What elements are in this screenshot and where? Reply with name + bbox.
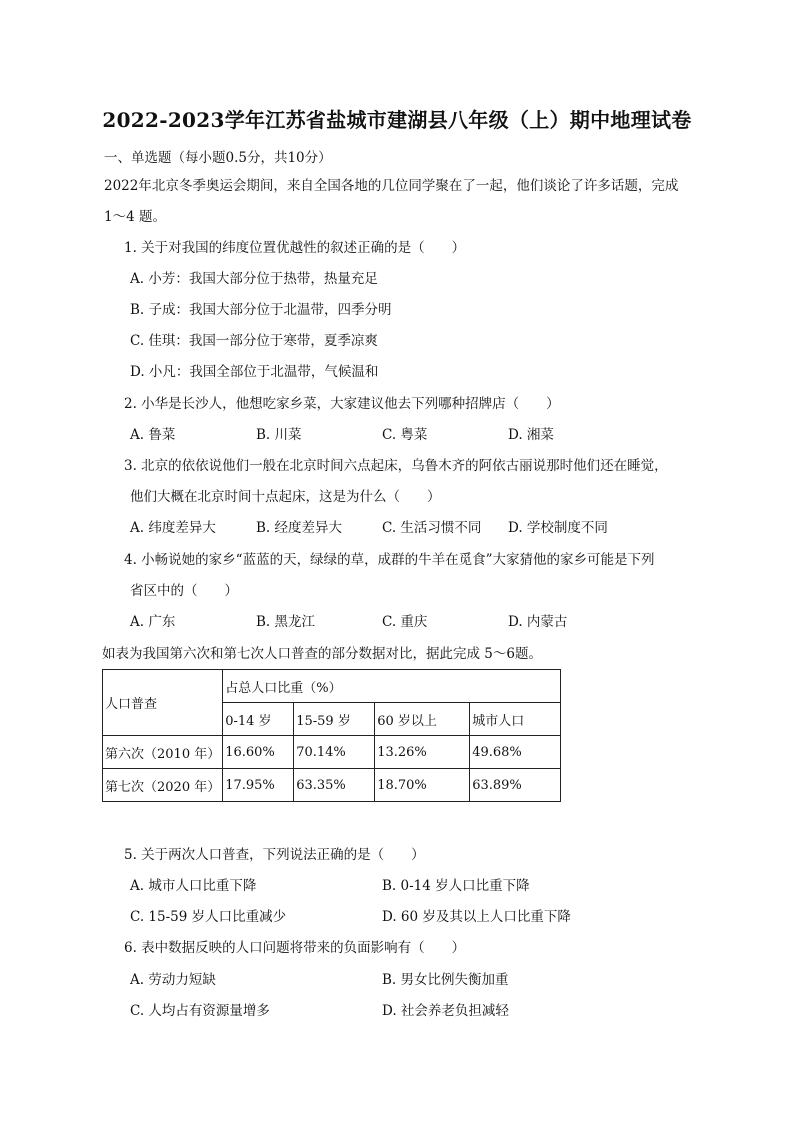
- table-corner-header: 人口普查: [103, 670, 223, 736]
- table-cell: 17.95%: [223, 769, 294, 802]
- option-d: D. 湘菜: [508, 427, 554, 443]
- table-header-row: [103, 670, 561, 703]
- option-a: A. 小芳：我国大部分位于热带，热量充足: [130, 271, 378, 287]
- question-stem: 4. 小畅说她的家乡“蓝蓝的天，绿绿的草，成群的牛羊在觅食”大家猜他的家乡可能是下列: [124, 552, 655, 568]
- question-stem: 省区中的（ ）: [130, 583, 238, 599]
- question-stem: 他们大概在北京时间十点起床，这是为什么（ ）: [130, 489, 441, 505]
- option-a: A. 劳动力短缺: [130, 972, 216, 988]
- row-label: 第七次（2020 年）: [103, 769, 223, 802]
- column-header: 15-59 岁: [294, 703, 375, 736]
- table-cell: 18.70%: [375, 769, 470, 802]
- table-cell: 16.60%: [223, 736, 294, 769]
- question-stem: 2. 小华是长沙人，他想吃家乡菜，大家建议他去下列哪种招牌店（ ）: [124, 396, 560, 412]
- option-c: C. 粤菜: [382, 427, 428, 443]
- table-cell: 63.89%: [470, 769, 561, 802]
- question-stem: 3. 北京的依依说他们一般在北京时间六点起床，乌鲁木齐的阿依古丽说那时他们还在睡觉，: [124, 458, 668, 474]
- section-heading: 一、单选题（每小题0.5分，共10分）: [104, 150, 332, 166]
- option-a: A. 鲁菜: [130, 427, 176, 443]
- question-stem: 6. 表中数据反映的人口问题将带来的负面影响有（ ）: [124, 940, 466, 956]
- intro-text: 如表为我国第六次和第七次人口普查的部分数据对比，据此完成 5～6题。: [102, 646, 542, 662]
- table-cell: 70.14%: [294, 736, 375, 769]
- option-b: B. 川菜: [256, 427, 302, 443]
- column-header: 城市人口: [470, 703, 561, 736]
- option-b: B. 子成：我国大部分位于北温带，四季分明: [130, 302, 392, 318]
- option-c: C. 生活习惯不同: [382, 520, 482, 536]
- page-title: 2022-2023学年江苏省盐城市建湖县八年级（上）期中地理试卷: [102, 108, 692, 132]
- row-label: 第六次（2010 年）: [103, 736, 223, 769]
- table-group-header: 占总人口比重（%）: [223, 670, 561, 703]
- option-b: B. 黑龙江: [256, 614, 316, 630]
- table-row: [103, 736, 561, 769]
- intro-text: 2022年北京冬季奥运会期间，来自全国各地的几位同学聚在了一起，他们谈论了许多话题，完成: [104, 178, 679, 194]
- option-c: C. 人均占有资源量增多: [130, 1003, 270, 1019]
- option-b: B. 经度差异大: [256, 520, 343, 536]
- census-table: [102, 669, 561, 802]
- option-c: C. 佳琪：我国一部分位于寒带，夏季凉爽: [130, 333, 378, 349]
- option-c: C. 重庆: [382, 614, 428, 630]
- option-d: D. 学校制度不同: [508, 520, 608, 536]
- table-cell: 13.26%: [375, 736, 470, 769]
- table-cell: 63.35%: [294, 769, 375, 802]
- option-d: D. 社会养老负担减轻: [382, 1003, 509, 1019]
- column-header: 0-14 岁: [223, 703, 294, 736]
- option-d: D. 内蒙古: [508, 614, 568, 630]
- option-a: A. 城市人口比重下降: [130, 878, 257, 894]
- intro-text: 1～4 题。: [104, 209, 166, 225]
- option-c: C. 15-59 岁人口比重减少: [130, 909, 287, 925]
- question-stem: 5. 关于两次人口普查，下列说法正确的是（ ）: [124, 847, 425, 863]
- table-row: [103, 769, 561, 802]
- option-a: A. 广东: [130, 614, 176, 630]
- option-b: B. 0-14 岁人口比重下降: [382, 878, 530, 894]
- option-a: A. 纬度差异大: [130, 520, 216, 536]
- option-b: B. 男女比例失衡加重: [382, 972, 509, 988]
- table-cell: 49.68%: [470, 736, 561, 769]
- question-stem: 1. 关于对我国的纬度位置优越性的叙述正确的是（ ）: [124, 240, 466, 256]
- option-d: D. 60 岁及其以上人口比重下降: [382, 909, 571, 925]
- column-header: 60 岁以上: [375, 703, 470, 736]
- option-d: D. 小凡：我国全部位于北温带，气候温和: [130, 364, 379, 380]
